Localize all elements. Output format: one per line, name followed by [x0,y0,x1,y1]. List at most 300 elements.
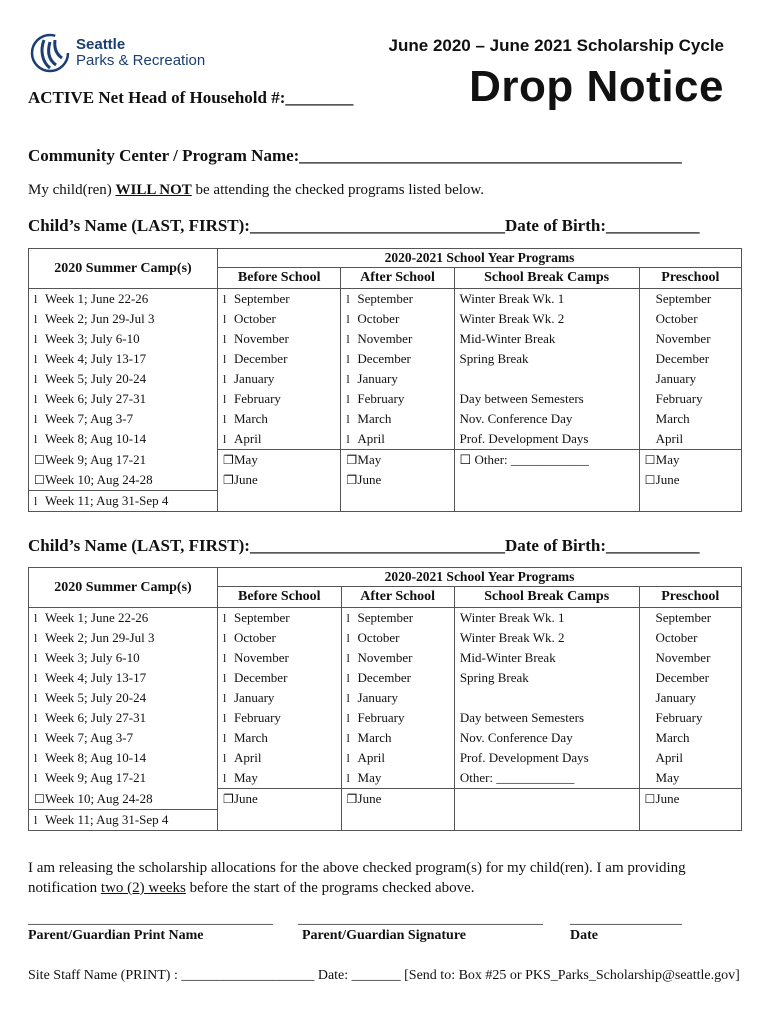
break-header: School Break Camps [454,587,639,608]
preschool-label: May [655,770,680,785]
summer-week-cell[interactable] [29,349,218,369]
preschool-label: March [655,730,690,745]
table-row [29,789,742,810]
checkbox-icon[interactable]: l [223,611,227,625]
summer-week-label: Week 3; July 6-10 [45,331,140,346]
summer-week-cell[interactable] [29,389,218,409]
preschool-cell[interactable] [639,809,741,830]
after-school-cell[interactable] [341,608,454,629]
after-school-cell[interactable] [341,389,454,409]
before-school-cell[interactable] [218,409,341,429]
logo-line2: Parks & Recreation [76,52,206,69]
preschool-cell[interactable] [639,648,741,668]
checkbox-icon[interactable]: l [346,751,350,765]
scholarship-cycle: June 2020 – June 2021 Scholarship Cycle [388,36,724,55]
after-header: After School [341,587,454,608]
after-school-label: September [357,291,413,306]
school-break-cell[interactable] [454,289,639,310]
checkbox-icon[interactable]: l [223,432,227,446]
checkbox-icon[interactable]: l [34,812,38,827]
preschool-cell[interactable] [639,329,741,349]
after-school-cell[interactable] [341,409,454,429]
school-break-cell[interactable] [454,789,639,810]
table-body-2 [29,608,742,831]
preschool-cell[interactable] [639,450,741,471]
checkbox-icon[interactable]: l [346,651,350,665]
summer-week-cell[interactable] [29,470,218,491]
table-row [29,429,742,450]
summer-week-cell[interactable] [29,688,218,708]
summer-week-cell[interactable] [29,329,218,349]
after-school-cell[interactable] [341,309,454,329]
school-break-cell[interactable] [454,450,639,471]
before-school-cell[interactable] [218,708,342,728]
checkbox-icon[interactable]: l [34,332,38,346]
after-school-label: May [357,452,382,467]
school-break-cell[interactable] [454,628,639,648]
table-row [29,329,742,349]
before-school-label: June [234,472,258,487]
checkbox-icon[interactable]: l [34,432,38,446]
preschool-label: October [655,311,698,326]
summer-week-label: Week 6; July 27-31 [45,710,147,725]
after-school-cell[interactable] [341,470,454,491]
checkbox-icon[interactable]: ☐ [644,792,656,806]
print-name-line[interactable]: ___________________________________ [28,912,273,927]
preschool-label: May [655,452,680,467]
checkbox-icon[interactable]: l [34,631,38,645]
before-school-cell[interactable] [218,748,342,768]
preschool-label: June [655,791,680,806]
before-school-cell[interactable] [218,429,341,450]
after-school-label: December [357,351,411,366]
preschool-label: March [655,411,690,426]
preschool-label: December [655,351,710,366]
checkbox-icon[interactable]: l [223,711,227,725]
school-break-label: Winter Break Wk. 1 [459,610,565,625]
school-break-label: Spring Break [459,351,529,366]
before-school-cell[interactable] [218,668,342,688]
school-break-label: Mid-Winter Break [459,650,556,665]
after-school-label: March [357,411,392,426]
checkbox-icon[interactable]: l [34,651,38,665]
summer-week-cell[interactable] [29,309,218,329]
checkbox-icon[interactable]: l [346,691,350,705]
checkbox-icon[interactable]: l [34,751,38,765]
checkbox-icon[interactable]: l [34,352,38,366]
school-break-cell[interactable] [454,470,639,491]
summer-week-cell[interactable] [29,809,218,830]
before-school-label: December [234,670,288,685]
checkbox-icon[interactable]: l [34,292,38,306]
checkbox-icon[interactable]: l [223,631,227,645]
checkbox-icon[interactable]: l [34,611,38,625]
before-school-cell[interactable] [218,768,342,789]
preschool-cell[interactable] [639,409,741,429]
page-title: Drop Notice [469,62,724,111]
preschool-cell[interactable] [639,688,741,708]
school-break-label: Spring Break [459,670,529,685]
checkbox-icon[interactable]: l [34,372,38,386]
summer-week-label: Week 1; June 22-26 [45,291,149,306]
checkbox-icon[interactable]: ❐ [223,473,234,487]
after-school-cell[interactable] [341,768,454,789]
before-school-cell[interactable] [218,491,341,512]
before-school-cell[interactable] [218,389,341,409]
school-break-label: Winter Break Wk. 2 [459,311,565,326]
preschool-cell[interactable] [639,668,741,688]
before-school-cell[interactable] [218,648,342,668]
before-school-cell[interactable] [218,470,341,491]
preschool-header: Preschool [639,268,741,289]
after-school-cell[interactable] [341,450,454,471]
after-school-label: April [357,431,385,446]
after-school-cell[interactable] [341,289,454,310]
before-header: Before School [218,268,341,289]
summer-week-cell[interactable] [29,789,218,810]
preschool-cell[interactable] [639,608,741,629]
table-row [29,668,742,688]
school-break-label: Nov. Conference Day [459,730,573,745]
after-school-label: November [357,331,413,346]
checkbox-icon[interactable]: ☐ [34,473,45,487]
summer-week-cell[interactable] [29,289,218,310]
before-school-label: January [234,690,275,705]
before-school-cell[interactable] [218,329,341,349]
before-school-label: September [234,610,290,625]
preschool-cell[interactable] [639,289,741,310]
school-break-cell[interactable] [454,608,639,629]
after-school-label: September [357,610,414,625]
school-break-cell[interactable] [454,768,639,789]
before-school-cell[interactable] [218,809,342,830]
checkbox-icon[interactable]: l [346,392,350,406]
before-school-cell[interactable] [218,450,341,471]
checkbox-icon[interactable]: l [223,312,227,326]
summer-header: 2020 Summer Camp(s) [29,249,218,289]
after-school-label: March [357,730,392,745]
school-break-label: Winter Break Wk. 2 [459,630,565,645]
table-row [29,409,742,429]
school-break-label: Winter Break Wk. 1 [459,291,565,306]
before-school-label: October [234,311,276,326]
summer-week-label: Week 4; July 13-17 [45,351,147,366]
school-break-label: Mid-Winter Break [459,331,556,346]
after-school-cell[interactable] [341,648,454,668]
checkbox-icon[interactable]: l [346,292,350,306]
checkbox-icon[interactable]: ❐ [223,792,234,806]
checkbox-icon[interactable]: l [346,432,350,446]
table-row [29,491,742,512]
preschool-cell[interactable] [639,768,741,789]
table-row [29,369,742,389]
checkbox-icon[interactable]: ❐ [346,792,358,806]
checkbox-icon[interactable]: l [34,671,38,685]
before-school-label: September [234,291,290,306]
signature-label: Parent/Guardian Signature [302,928,467,943]
preschool-cell[interactable] [639,309,741,329]
logo-line1: Seattle [76,36,126,53]
summer-week-label: Week 5; July 20-24 [45,371,147,386]
before-school-label: November [234,331,289,346]
before-school-cell[interactable] [218,789,342,810]
checkbox-icon[interactable]: ❐ [346,453,358,467]
table-row [29,648,742,668]
school-break-label: Nov. Conference Day [459,411,573,426]
checkbox-icon[interactable]: l [346,731,350,745]
preschool-label: December [655,670,709,685]
checkbox-icon[interactable]: l [346,711,350,725]
before-school-cell[interactable] [218,728,342,748]
before-school-cell[interactable] [218,369,341,389]
summer-week-label: Week 9; Aug 17-21 [45,770,147,785]
summer-week-cell[interactable] [29,429,218,450]
after-school-cell[interactable] [341,369,454,389]
checkbox-icon[interactable]: l [223,372,227,386]
preschool-cell[interactable] [639,708,741,728]
preschool-cell[interactable] [639,728,741,748]
summer-week-cell[interactable] [29,491,218,512]
after-school-label: February [357,391,405,406]
before-school-cell[interactable] [218,688,342,708]
before-school-cell[interactable] [218,349,341,369]
preschool-header: Preschool [639,587,741,608]
school-break-cell[interactable] [454,329,639,349]
checkbox-icon[interactable]: l [34,412,38,426]
preschool-cell[interactable] [639,789,741,810]
checkbox-icon[interactable]: l [223,412,227,426]
child-name-field-2[interactable]: Child’s Name (LAST, FIRST):______________________________Date of Birth:___________ [28,536,700,555]
before-school-label: March [234,730,268,745]
summer-week-label: Week 4; July 13-17 [45,670,147,685]
checkbox-icon[interactable]: l [346,611,350,625]
summer-week-label: Week 3; July 6-10 [45,650,140,665]
school-break-cell[interactable] [454,389,639,409]
table-row [29,628,742,648]
checkbox-icon[interactable]: l [223,691,227,705]
checkbox-icon[interactable]: l [34,731,38,745]
summer-week-cell[interactable] [29,369,218,389]
preschool-label: February [655,391,703,406]
child-name-field-1[interactable]: Child’s Name (LAST, FIRST):______________________________Date of Birth:___________ [28,216,700,235]
preschool-cell[interactable] [639,389,741,409]
summer-week-cell[interactable] [29,628,218,648]
preschool-cell[interactable] [639,628,741,648]
school-break-cell[interactable] [454,809,639,830]
table-row [29,748,742,768]
checkbox-icon[interactable]: l [346,332,350,346]
table-row [29,289,742,310]
table-row [29,809,742,830]
preschool-cell[interactable] [639,429,741,450]
checkbox-icon[interactable]: ☐ [644,473,656,487]
checkbox-icon[interactable]: l [223,751,227,765]
school-break-cell[interactable] [454,491,639,512]
school-break-label: Day between Semesters [459,710,585,725]
table-row [29,728,742,748]
date-label: Date [570,928,598,943]
before-school-label: March [234,411,268,426]
before-school-cell[interactable] [218,608,342,629]
summer-week-label: Week 10; Aug 24-28 [45,472,153,487]
summer-header: 2020 Summer Camp(s) [29,568,218,608]
school-break-cell[interactable] [454,349,639,369]
preschool-label: September [655,610,712,625]
checkbox-icon[interactable]: l [34,312,38,326]
checkbox-icon[interactable]: ❐ [223,453,234,467]
after-school-cell[interactable] [341,728,454,748]
before-school-label: April [234,431,262,446]
table-row [29,688,742,708]
school-break-label: Other: ____________ [459,770,575,785]
date-line[interactable]: ________________ [570,912,682,927]
after-school-label: February [357,710,405,725]
before-school-label: April [234,750,262,765]
checkbox-icon[interactable]: l [346,312,350,326]
checkbox-icon[interactable]: l [223,651,227,665]
checkbox-icon[interactable]: l [346,671,350,685]
summer-week-cell[interactable] [29,668,218,688]
checkbox-icon[interactable]: l [223,392,227,406]
summer-week-label: Week 10; Aug 24-28 [45,790,153,806]
checkbox-icon[interactable]: l [223,731,227,745]
school-break-cell[interactable] [454,429,639,450]
before-school-cell[interactable] [218,309,341,329]
summer-week-label: Week 7; Aug 3-7 [45,411,134,426]
staff-line[interactable]: Site Staff Name (PRINT) : ___________________ Date: _______ [Send to: Box #25 or PKS_Parks_Scholarship@seattle.gov] [28,968,740,983]
table-row [29,608,742,629]
school-break-cell[interactable] [454,748,639,768]
before-school-cell[interactable] [218,628,342,648]
checkbox-icon[interactable]: l [34,691,38,705]
checkbox-icon[interactable]: l [34,711,38,725]
summer-week-cell[interactable] [29,728,218,748]
center-program-field[interactable]: Community Center / Program Name:_____________________________________________ [28,146,682,165]
program-table-1 [28,248,742,512]
school-break-cell[interactable] [454,369,639,389]
checkbox-icon[interactable]: l [34,392,38,406]
preschool-label: January [655,690,696,705]
table-row [29,349,742,369]
preschool-cell[interactable] [639,349,741,369]
summer-week-cell[interactable] [29,768,218,789]
preschool-label: January [655,371,697,386]
preschool-cell[interactable] [639,369,741,389]
table-row [29,450,742,471]
summer-week-label: Week 6; July 27-31 [45,391,147,406]
summer-week-cell[interactable] [29,648,218,668]
preschool-label: September [655,291,712,306]
before-school-label: February [234,391,281,406]
after-school-cell[interactable] [341,708,454,728]
checkbox-icon[interactable]: ☐ [34,452,45,467]
school-break-cell[interactable] [454,648,639,668]
table-row [29,309,742,329]
summer-week-label: Week 9; Aug 17-21 [45,451,147,467]
checkbox-icon[interactable]: l [223,671,227,685]
school-year-header: 2020-2021 School Year Programs [218,249,742,268]
after-school-cell[interactable] [341,748,454,768]
school-break-cell[interactable] [454,688,639,708]
summer-week-label: Week 5; July 20-24 [45,690,147,705]
before-school-label: May [234,452,258,467]
summer-week-label: Week 1; June 22-26 [45,610,149,625]
summer-week-cell[interactable] [29,748,218,768]
after-school-cell[interactable] [341,628,454,648]
school-break-cell[interactable] [454,708,639,728]
checkbox-icon[interactable]: l [223,332,227,346]
after-school-cell[interactable] [341,789,454,810]
checkbox-icon[interactable]: ❐ [346,473,358,487]
after-school-cell[interactable] [341,668,454,688]
preschool-cell[interactable] [639,491,741,512]
seattle-logo-icon [30,32,70,74]
before-school-cell[interactable] [218,289,341,310]
summer-week-cell[interactable] [29,708,218,728]
preschool-label: October [655,630,698,645]
after-school-cell[interactable] [341,491,454,512]
before-school-label: December [234,351,288,366]
checkbox-icon[interactable]: l [346,352,350,366]
after-school-cell[interactable] [341,349,454,369]
checkbox-icon[interactable]: ☐ [34,791,45,806]
before-school-label: February [234,710,281,725]
notice-text: My child(ren) WILL NOT be attending the checked programs listed below. [28,182,485,198]
release-statement: I am releasing the scholarship allocations for the above checked program(s) for my child(ren). I am providing notification two (2) weeks before the start of the programs checked above. [28,860,686,896]
checkbox-icon[interactable]: l [34,771,38,785]
after-school-label: January [357,690,398,705]
checkbox-icon[interactable]: l [346,631,350,645]
school-break-cell[interactable] [454,309,639,329]
checkbox-icon[interactable]: l [223,292,227,306]
checkbox-icon[interactable]: l [223,352,227,366]
checkbox-icon[interactable]: l [346,771,350,785]
after-school-cell[interactable] [341,429,454,450]
after-school-cell[interactable] [341,809,454,830]
before-school-label: January [234,371,275,386]
signature-line[interactable]: ___________________________________ [298,912,543,927]
checkbox-icon[interactable]: l [34,494,38,508]
after-school-label: October [357,311,400,326]
school-year-header: 2020-2021 School Year Programs [218,568,742,587]
checkbox-icon[interactable]: l [223,771,227,785]
checkbox-icon[interactable]: ☐ [644,453,656,467]
preschool-label: April [655,431,684,446]
table-row [29,470,742,491]
after-school-label: November [357,650,413,665]
preschool-label: June [655,472,680,487]
summer-week-cell[interactable] [29,409,218,429]
school-break-cell[interactable] [454,409,639,429]
checkbox-icon[interactable]: l [346,372,350,386]
school-break-cell[interactable] [454,668,639,688]
before-school-label: November [234,650,289,665]
summer-week-cell[interactable] [29,608,218,629]
after-school-cell[interactable] [341,688,454,708]
summer-week-cell[interactable] [29,450,218,471]
household-field[interactable]: ACTIVE Net Head of Household #:________ [28,88,354,107]
school-break-cell[interactable] [454,728,639,748]
preschool-cell[interactable] [639,748,741,768]
before-school-label: June [234,791,258,806]
preschool-cell[interactable] [639,470,741,491]
summer-week-label: Week 11; Aug 31-Sep 4 [45,811,169,827]
checkbox-icon[interactable]: l [346,412,350,426]
print-name-label: Parent/Guardian Print Name [28,928,204,943]
after-header: After School [341,268,454,289]
after-school-cell[interactable] [341,329,454,349]
summer-week-label: Week 2; Jun 29-Jul 3 [45,311,155,326]
